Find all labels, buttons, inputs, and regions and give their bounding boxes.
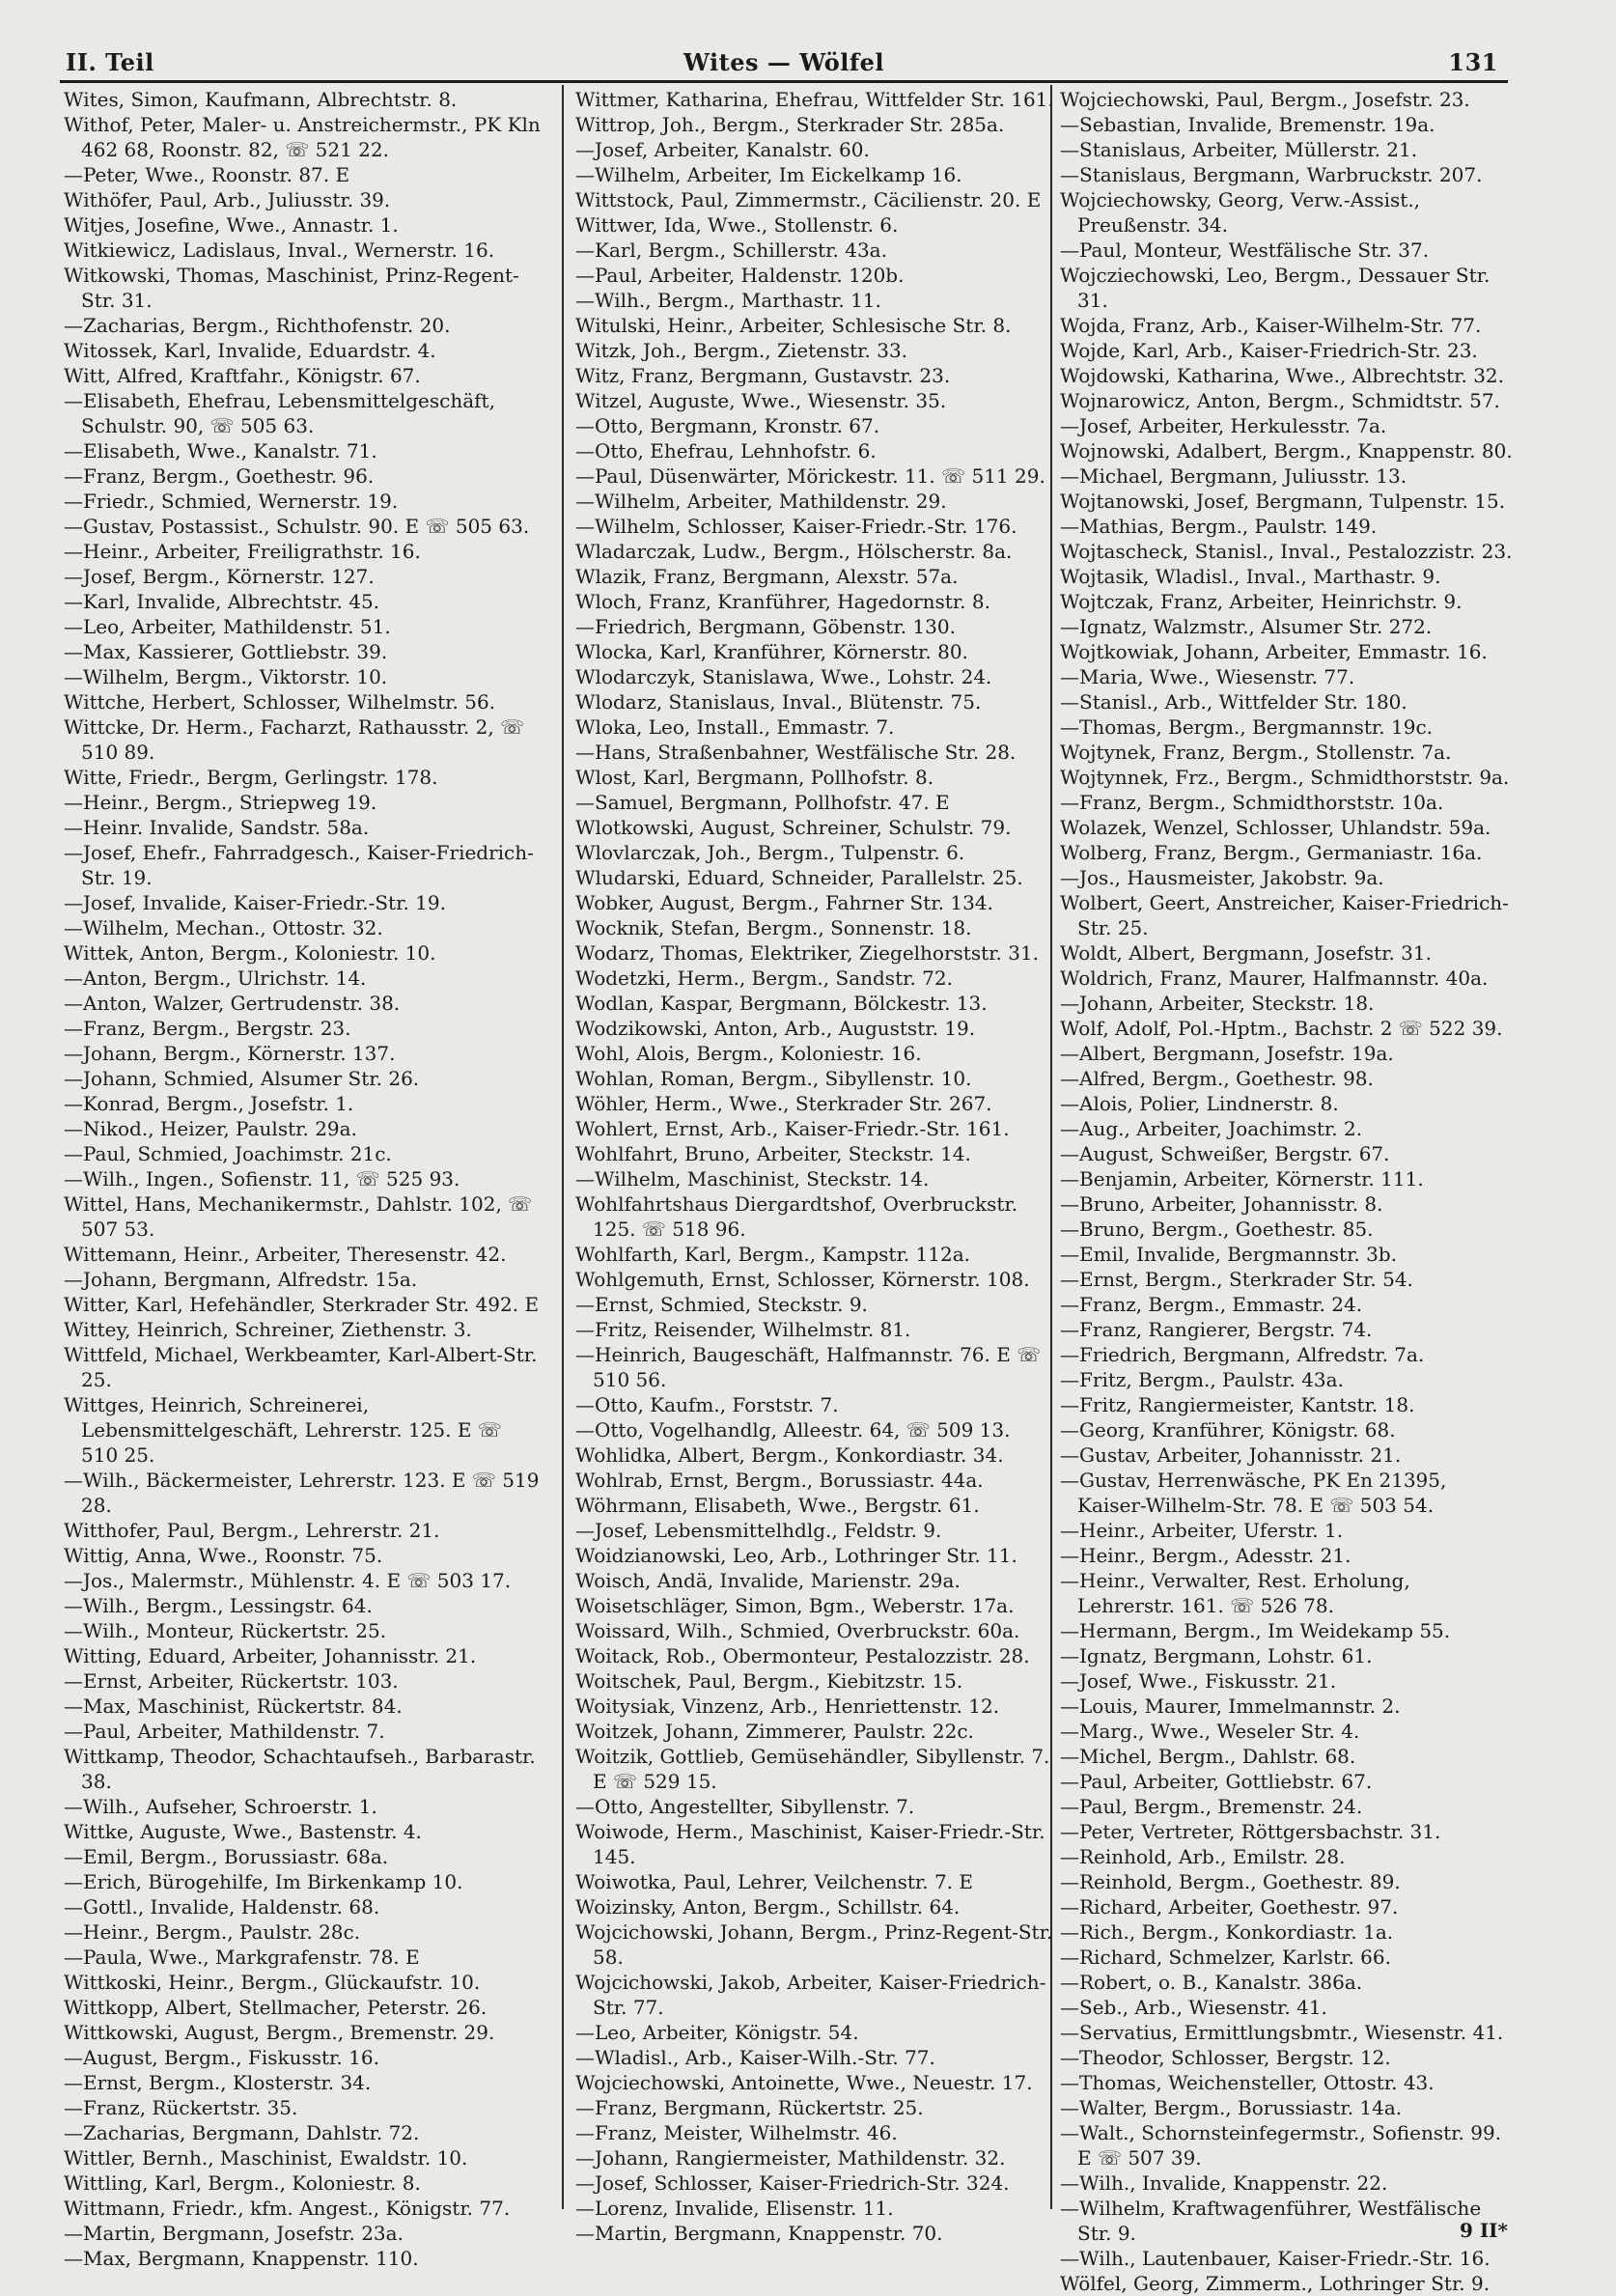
- directory-entry: Wludarski, Eduard, Schneider, Parallelstr. 25.: [575, 866, 1023, 889]
- directory-entry: —Otto, Bergmann, Kronstr. 67.: [575, 414, 880, 437]
- directory-entry: Wohlgemuth, Ernst, Schlosser, Körnerstr. 108.: [575, 1268, 1030, 1291]
- directory-entry: —August, Schweißer, Bergstr. 67.: [1060, 1142, 1390, 1165]
- directory-entry: Wojnarowicz, Anton, Bergm., Schmidtstr. 57.: [1060, 389, 1500, 412]
- directory-entry: —Franz, Rückertstr. 35.: [64, 2096, 298, 2119]
- directory-entry: Witt, Alfred, Kraftfahr., Königstr. 67.: [64, 364, 421, 387]
- directory-entry: Wohlert, Ernst, Arb., Kaiser-Friedr.-Str. 161.: [575, 1117, 1010, 1140]
- directory-entry: Witkiewicz, Ladislaus, Inval., Wernerstr. 16.: [64, 238, 495, 262]
- directory-entry: —Max, Bergmann, Knappenstr. 110.: [64, 2247, 419, 2270]
- directory-entry: Wittke, Auguste, Wwe., Bastenstr. 4.: [64, 1820, 422, 1843]
- directory-entry: Woizinsky, Anton, Bergm., Schillstr. 64.: [575, 1895, 961, 1918]
- directory-entry: —Aug., Arbeiter, Joachimstr. 2.: [1060, 1117, 1363, 1140]
- directory-entry: —Franz, Meister, Wilhelmstr. 46.: [575, 2121, 898, 2144]
- directory-entry: Witzel, Auguste, Wwe., Wiesenstr. 35.: [575, 389, 947, 412]
- directory-entry: —Karl, Invalide, Albrechtstr. 45.: [64, 590, 380, 613]
- directory-entry: —Heinr., Bergm., Striepweg 19.: [64, 791, 377, 814]
- directory-entry: Wittkowski, August, Bergm., Bremenstr. 29.: [64, 2021, 495, 2044]
- directory-entry: —Michael, Bergmann, Juliusstr. 13.: [1060, 464, 1407, 488]
- directory-entry: —Heinr., Bergm., Paulstr. 28c.: [64, 1920, 361, 1944]
- directory-entry: —Robert, o. B., Kanalstr. 386a.: [1060, 1971, 1363, 1994]
- directory-entry: —Paul, Düsenwärter, Mörickestr. 11. ☏ 511 29.: [575, 464, 1045, 488]
- directory-entry: —Thomas, Weichensteller, Ottostr. 43.: [1060, 2071, 1435, 2094]
- directory-entry: —Ernst, Arbeiter, Rückertstr. 103.: [64, 1669, 399, 1693]
- directory-entry: —Heinr. Invalide, Sandstr. 58a.: [64, 816, 370, 839]
- directory-entry: Wohlfahrtshaus Diergardtshof, Overbruckstr. 125. ☏ 518 96.: [575, 1192, 1018, 1241]
- directory-entry: —Martin, Bergmann, Knappenstr. 70.: [575, 2222, 943, 2245]
- directory-entry: Wojtascheck, Stanisl., Inval., Pestalozzistr. 23.: [1060, 540, 1513, 563]
- directory-entry: —Heinrich, Baugeschäft, Halfmannstr. 76. E ☏ 510 56.: [575, 1343, 1042, 1391]
- directory-entry: Wolf, Adolf, Pol.-Hptm., Bachstr. 2 ☏ 522 39.: [1060, 1017, 1503, 1040]
- directory-entry: Woldrich, Franz, Maurer, Halfmannstr. 40a.: [1060, 966, 1489, 990]
- directory-entry: —Wladisl., Arb., Kaiser-Wilh.-Str. 77.: [575, 2046, 935, 2069]
- directory-entry: —Josef, Invalide, Kaiser-Friedr.-Str. 19.: [64, 891, 446, 914]
- directory-entry: Wojde, Karl, Arb., Kaiser-Friedrich-Str. 23.: [1060, 339, 1478, 362]
- directory-entry: Wojcichowski, Jakob, Arbeiter, Kaiser-Friedrich-Str. 77.: [575, 1971, 1046, 2019]
- directory-entry: Wojcichowski, Johann, Bergm., Prinz-Regent-Str. 58.: [575, 1920, 1053, 1969]
- directory-entry: —Louis, Maurer, Immelmannstr. 2.: [1060, 1694, 1401, 1718]
- directory-entry: —Alois, Polier, Lindnerstr. 8.: [1060, 1092, 1339, 1115]
- directory-entry: —Wilhelm, Schlosser, Kaiser-Friedr.-Str. 176.: [575, 515, 1017, 538]
- directory-entry: Withöfer, Paul, Arb., Juliusstr. 39.: [64, 188, 391, 211]
- directory-entry: Woisetschläger, Simon, Bgm., Weberstr. 17a.: [575, 1594, 1015, 1617]
- directory-entry: —Ignatz, Walzmstr., Alsumer Str. 272.: [1060, 615, 1433, 638]
- directory-entry: Wodlan, Kaspar, Bergmann, Bölckestr. 13.: [575, 992, 988, 1015]
- directory-entry: Wodzikowski, Anton, Arb., Auguststr. 19.: [575, 1017, 976, 1040]
- directory-entry: Witthofer, Paul, Bergm., Lehrerstr. 21.: [64, 1519, 440, 1542]
- directory-entry: Wittler, Bernh., Maschinist, Ewaldstr. 10.: [64, 2146, 468, 2170]
- directory-entry: —Lorenz, Invalide, Elisenstr. 11.: [575, 2197, 894, 2220]
- directory-entry: —Bruno, Bergm., Goethestr. 85.: [1060, 1218, 1374, 1241]
- directory-entry: —Johann, Schmied, Alsumer Str. 26.: [64, 1067, 420, 1090]
- directory-entry: —Paula, Wwe., Markgrafenstr. 78. E: [64, 1946, 420, 1969]
- directory-entry: Wittkamp, Theodor, Schachtaufseh., Barbarastr. 38.: [64, 1745, 536, 1793]
- directory-entry: —Nikod., Heizer, Paulstr. 29a.: [64, 1117, 357, 1140]
- directory-entry: Wojtkowiak, Johann, Arbeiter, Emmastr. 16.: [1060, 640, 1488, 663]
- directory-entry: —Emil, Invalide, Bergmannstr. 3b.: [1060, 1243, 1398, 1266]
- directory-entry: —Seb., Arb., Wiesenstr. 41.: [1060, 1996, 1327, 2019]
- directory-entry: —Friedr., Schmied, Wernerstr. 19.: [64, 490, 399, 513]
- directory-entry: —Zacharias, Bergmann, Dahlstr. 72.: [64, 2121, 420, 2144]
- directory-entry: Wojtanowski, Josef, Bergmann, Tulpenstr. 15.: [1060, 490, 1506, 513]
- directory-entry: —Albert, Bergmann, Josefstr. 19a.: [1060, 1042, 1394, 1065]
- directory-entry: —Josef, Lebensmittelhdlg., Feldstr. 9.: [575, 1519, 942, 1542]
- directory-entry: —Josef, Schlosser, Kaiser-Friedrich-Str. 324.: [575, 2171, 1010, 2195]
- directory-entry: Wittcke, Dr. Herm., Facharzt, Rathausstr. 2, ☏ 510 89.: [64, 715, 525, 764]
- directory-entry: —Franz, Bergm., Goethestr. 96.: [64, 464, 375, 488]
- directory-entry: —Stanislaus, Bergmann, Warbruckstr. 207.: [1060, 163, 1483, 186]
- directory-entry: Wittmann, Friedr., kfm. Angest., Königstr. 77.: [64, 2197, 511, 2220]
- directory-entry: —Martin, Bergmann, Josefstr. 23a.: [64, 2222, 404, 2245]
- directory-entry: Witte, Friedr., Bergm, Gerlingstr. 178.: [64, 766, 438, 789]
- directory-entry: —Hans, Straßenbahner, Westfälische Str. 28.: [575, 741, 1017, 764]
- directory-entry: —Anton, Walzer, Gertrudenstr. 38.: [64, 992, 401, 1015]
- directory-entry: —Fritz, Rangiermeister, Kantstr. 18.: [1060, 1393, 1415, 1416]
- directory-entry: —Gustav, Arbeiter, Johannisstr. 21.: [1060, 1443, 1402, 1467]
- directory-entry: Wloch, Franz, Kranführer, Hagedornstr. 8.: [575, 590, 990, 613]
- directory-entry: Wites, Simon, Kaufmann, Albrechtstr. 8.: [64, 88, 458, 111]
- directory-entry: Wocknik, Stefan, Bergm., Sonnenstr. 18.: [575, 916, 972, 939]
- directory-entry: —Erich, Bürogehilfe, Im Birkenkamp 10.: [64, 1870, 463, 1893]
- directory-entry: Wojciechowski, Paul, Bergm., Josefstr. 23.: [1060, 88, 1470, 111]
- directory-entry: —Reinhold, Bergm., Goethestr. 89.: [1060, 1870, 1401, 1893]
- column-1: [64, 87, 543, 2270]
- directory-entry: Wittmer, Katharina, Ehefrau, Wittfelder Str. 161.: [575, 88, 1054, 111]
- directory-entry: —Wilhelm, Arbeiter, Mathildenstr. 29.: [575, 490, 947, 513]
- directory-entry: Wolbert, Geert, Anstreicher, Kaiser-Friedrich-Str. 25.: [1060, 891, 1509, 939]
- directory-entry: Witulski, Heinr., Arbeiter, Schlesische Str. 8.: [575, 314, 1012, 337]
- directory-entry: —Benjamin, Arbeiter, Körnerstr. 111.: [1060, 1167, 1424, 1190]
- page-header: [60, 48, 1508, 83]
- directory-entry: Witzk, Joh., Bergm., Zietenstr. 33.: [575, 339, 908, 362]
- directory-entry: —Josef, Wwe., Fiskusstr. 21.: [1060, 1669, 1337, 1693]
- directory-entry: —Otto, Kaufm., Forststr. 7.: [575, 1393, 839, 1416]
- directory-entry: Wittek, Anton, Bergm., Koloniestr. 10.: [64, 941, 436, 965]
- directory-entry: —Ernst, Bergm., Sterkrader Str. 54.: [1060, 1268, 1413, 1291]
- directory-entry: —Franz, Bergmann, Rückertstr. 25.: [575, 2096, 924, 2119]
- directory-entry: —Paul, Arbeiter, Gottliebstr. 67.: [1060, 1770, 1373, 1793]
- directory-entry: —Walt., Schornsteinfegermstr., Sofienstr. 99. E ☏ 507 39.: [1060, 2121, 1502, 2170]
- directory-entry: Wittrop, Joh., Bergm., Sterkrader Str. 285a.: [575, 113, 1005, 136]
- directory-entry: Wodetzki, Herm., Bergm., Sandstr. 72.: [575, 966, 953, 990]
- directory-entry: Witkowski, Thomas, Maschinist, Prinz-Regent-Str. 31.: [64, 264, 519, 312]
- directory-entry: Woiwotka, Paul, Lehrer, Veilchenstr. 7. E: [575, 1870, 973, 1893]
- directory-entry: —Wilh., Invalide, Knappenstr. 22.: [1060, 2171, 1388, 2195]
- directory-entry: Wohlfahrt, Bruno, Arbeiter, Steckstr. 14.: [575, 1142, 971, 1165]
- directory-entry: —Peter, Vertreter, Röttgersbachstr. 31.: [1060, 1820, 1441, 1843]
- directory-entry: —Gustav, Herrenwäsche, PK En 21395, Kaiser-Wilhelm-Str. 78. E ☏ 503 54.: [1060, 1469, 1447, 1517]
- directory-entry: —Richard, Arbeiter, Goethestr. 97.: [1060, 1895, 1399, 1918]
- directory-entry: —Jos., Hausmeister, Jakobstr. 9a.: [1060, 866, 1384, 889]
- directory-entry: Wojdowski, Katharina, Wwe., Albrechtstr. 32.: [1060, 364, 1505, 387]
- directory-entry: —Heinr., Arbeiter, Freiligrathstr. 16.: [64, 540, 421, 563]
- section-label: II. Teil: [66, 48, 154, 76]
- directory-entry: —Marg., Wwe., Weseler Str. 4.: [1060, 1720, 1360, 1743]
- directory-entry: —Wilhelm, Bergm., Viktorstr. 10.: [64, 665, 388, 688]
- directory-entry: Woisch, Andä, Invalide, Marienstr. 29a.: [575, 1569, 961, 1592]
- directory-entry: —Max, Maschinist, Rückertstr. 84.: [64, 1694, 403, 1718]
- directory-entry: —Paul, Monteur, Westfälische Str. 37.: [1060, 238, 1430, 262]
- directory-entry: —Bruno, Arbeiter, Johannisstr. 8.: [1060, 1192, 1383, 1216]
- directory-entry: —Konrad, Bergm., Josefstr. 1.: [64, 1092, 354, 1115]
- directory-entry: —Alfred, Bergm., Goethestr. 98.: [1060, 1067, 1374, 1090]
- directory-entry: —Friedrich, Bergmann, Alfredstr. 7a.: [1060, 1343, 1425, 1366]
- directory-entry: Wladarczak, Ludw., Bergm., Hölscherstr. 8a.: [575, 540, 1013, 563]
- directory-entry: Woldt, Albert, Bergmann, Josefstr. 31.: [1060, 941, 1432, 965]
- directory-entry: Wojtynek, Franz, Bergm., Stollenstr. 7a.: [1060, 741, 1452, 764]
- directory-entry: Wohlan, Roman, Bergm., Sibyllenstr. 10.: [575, 1067, 972, 1090]
- directory-entry: —Wilhelm, Maschinist, Steckstr. 14.: [575, 1167, 930, 1190]
- directory-entry: Wlovlarczak, Joh., Bergm., Tulpenstr. 6.: [575, 841, 965, 864]
- directory-entry: Wlocka, Karl, Kranführer, Körnerstr. 80.: [575, 640, 968, 663]
- directory-entry: —Elisabeth, Wwe., Kanalstr. 71.: [64, 439, 377, 462]
- directory-entry: —Maria, Wwe., Wiesenstr. 77.: [1060, 665, 1355, 688]
- directory-entry: —Ernst, Schmied, Steckstr. 9.: [575, 1293, 868, 1316]
- directory-entry: Woiwode, Herm., Maschinist, Kaiser-Friedr.-Str. 145.: [575, 1820, 1045, 1868]
- directory-entry: Witting, Eduard, Arbeiter, Johannisstr. 21.: [64, 1644, 477, 1667]
- directory-entry: Wodarz, Thomas, Elektriker, Ziegelhorststr. 31.: [575, 941, 1040, 965]
- directory-entry: Wittche, Herbert, Schlosser, Wilhelmstr. 56.: [64, 690, 496, 714]
- directory-entry: —Rich., Bergm., Konkordiastr. 1a.: [1060, 1920, 1394, 1944]
- directory-entry: Wojtynnek, Frz., Bergm., Schmidthorststr. 9a.: [1060, 766, 1510, 789]
- directory-entry: Wojtasik, Wladisl., Inval., Marthastr. 9.: [1060, 565, 1441, 588]
- directory-entry: Wolberg, Franz, Bergm., Germaniastr. 16a.: [1060, 841, 1483, 864]
- directory-entry: —Wilh., Lautenbauer, Kaiser-Friedr.-Str. 16.: [1060, 2247, 1491, 2270]
- directory-entry: Wojciechowski, Antoinette, Wwe., Neuestr. 17.: [575, 2071, 1033, 2094]
- directory-entry: —Leo, Arbeiter, Mathildenstr. 51.: [64, 615, 391, 638]
- directory-entry: Wöhler, Herm., Wwe., Sterkrader Str. 267.: [575, 1092, 992, 1115]
- directory-entry: —Anton, Bergm., Ulrichstr. 14.: [64, 966, 367, 990]
- directory-entry: —Theodor, Schlosser, Bergstr. 12.: [1060, 2046, 1391, 2069]
- directory-entry: Woitschek, Paul, Bergm., Kiebitzstr. 15.: [575, 1669, 963, 1693]
- page-title: Wites — Wölfel: [683, 48, 885, 76]
- directory-entry: —Jos., Malermstr., Mühlenstr. 4. E ☏ 503 17.: [64, 1569, 512, 1592]
- directory-entry: Wöhrmann, Elisabeth, Wwe., Bergstr. 61.: [575, 1494, 980, 1517]
- directory-entry: —Wilh., Bergm., Lessingstr. 64.: [64, 1594, 373, 1617]
- directory-entry: —Wilhelm, Kraftwagenführer, Westfälische Str. 9.: [1060, 2197, 1482, 2245]
- directory-entry: —Fritz, Reisender, Wilhelmstr. 81.: [575, 1318, 911, 1341]
- directory-entry: —Peter, Wwe., Roonstr. 87. E: [64, 163, 350, 186]
- directory-entry: Wolazek, Wenzel, Schlosser, Uhlandstr. 59a.: [1060, 816, 1491, 839]
- directory-entry: —Wilh., Ingen., Sofienstr. 11, ☏ 525 93.: [64, 1167, 460, 1190]
- directory-entry: Wittwer, Ida, Wwe., Stollenstr. 6.: [575, 213, 899, 237]
- directory-entry: —Johann, Bergmann, Alfredstr. 15a.: [64, 1268, 418, 1291]
- directory-entry: —Franz, Bergm., Emmastr. 24.: [1060, 1293, 1363, 1316]
- page-number: 131: [1448, 48, 1498, 76]
- directory-entry: Wojnowski, Adalbert, Bergm., Knappenstr. 80.: [1060, 439, 1513, 462]
- directory-entry: Wlazik, Franz, Bergmann, Alexstr. 57a.: [575, 565, 959, 588]
- directory-entry: —Otto, Vogelhandlg, Alleestr. 64, ☏ 509 13.: [575, 1418, 1011, 1442]
- directory-entry: Wittges, Heinrich, Schreinerei, Lebensmittelgeschäft, Lehrerstr. 125. E ☏ 510 25.: [64, 1393, 502, 1467]
- directory-entry: Wojda, Franz, Arb., Kaiser-Wilhelm-Str. 77.: [1060, 314, 1482, 337]
- directory-entry: —Paul, Arbeiter, Mathildenstr. 7.: [64, 1720, 385, 1743]
- directory-entry: —August, Bergm., Fiskusstr. 16.: [64, 2046, 379, 2069]
- directory-entry: —Heinr., Arbeiter, Uferstr. 1.: [1060, 1519, 1344, 1542]
- directory-entry: Wölfel, Georg, Zimmerm., Lothringer Str. 9.: [1060, 2272, 1491, 2295]
- directory-entry: —Heinr., Verwalter, Rest. Erholung, Lehrerstr. 161. ☏ 526 78.: [1060, 1569, 1410, 1617]
- directory-entry: —Josef, Bergm., Körnerstr. 127.: [64, 565, 375, 588]
- directory-entry: —Paul, Bergm., Bremenstr. 24.: [1060, 1795, 1363, 1818]
- directory-entry: Wittling, Karl, Bergm., Koloniestr. 8.: [64, 2171, 421, 2195]
- directory-entry: —Stanislaus, Arbeiter, Müllerstr. 21.: [1060, 138, 1418, 161]
- directory-entry: —Michel, Bergm., Dahlstr. 68.: [1060, 1745, 1356, 1768]
- directory-entry: —Heinr., Bergm., Adesstr. 21.: [1060, 1544, 1351, 1567]
- directory-entry: Woitzik, Gottlieb, Gemüsehändler, Sibyllenstr. 7. E ☏ 529 15.: [575, 1745, 1050, 1793]
- directory-entry: —Johann, Bergm., Körnerstr. 137.: [64, 1042, 396, 1065]
- directory-entry: —Otto, Ehefrau, Lehnhofstr. 6.: [575, 439, 877, 462]
- directory-entry: —Johann, Rangiermeister, Mathildenstr. 32.: [575, 2146, 1006, 2170]
- directory-entry: —Friedrich, Bergmann, Göbenstr. 130.: [575, 615, 956, 638]
- directory-entry: —Mathias, Bergm., Paulstr. 149.: [1060, 515, 1378, 538]
- directory-entry: —Franz, Bergm., Schmidthorststr. 10a.: [1060, 791, 1444, 814]
- directory-entry: —Paul, Schmied, Joachimstr. 21c.: [64, 1142, 392, 1165]
- directory-entry: —Josef, Ehefr., Fahrradgesch., Kaiser-Friedrich-Str. 19.: [64, 841, 534, 889]
- directory-entry: Wojcziechowski, Leo, Bergm., Dessauer Str. 31.: [1060, 264, 1491, 312]
- directory-entry: —Wilh., Bergm., Marthastr. 11.: [575, 289, 881, 312]
- directory-entry: —Reinhold, Arb., Emilstr. 28.: [1060, 1845, 1346, 1868]
- directory-entry: Woitack, Rob., Obermonteur, Pestalozzistr. 28.: [575, 1644, 1030, 1667]
- directory-entry: Woitysiak, Vinzenz, Arb., Henriettenstr. 12.: [575, 1694, 1000, 1718]
- directory-entry: Woitzek, Johann, Zimmerer, Paulstr. 22c.: [575, 1720, 974, 1743]
- directory-entry: —Johann, Arbeiter, Steckstr. 18.: [1060, 992, 1375, 1015]
- directory-entry: —Wilhelm, Arbeiter, Im Eickelkamp 16.: [575, 163, 962, 186]
- directory-entry: Woissard, Wilh., Schmied, Overbruckstr. 60a.: [575, 1619, 1020, 1642]
- directory-entry: —Otto, Angestellter, Sibyllenstr. 7.: [575, 1795, 915, 1818]
- directory-entry: —Fritz, Bergm., Paulstr. 43a.: [1060, 1368, 1344, 1391]
- directory-entry: Wittey, Heinrich, Schreiner, Ziethenstr. 3.: [64, 1318, 472, 1341]
- directory-entry: —Wilhelm, Mechan., Ottostr. 32.: [64, 916, 383, 939]
- directory-entry: Wittkopp, Albert, Stellmacher, Peterstr. 26.: [64, 1996, 488, 2019]
- directory-entry: Wohlrab, Ernst, Bergm., Borussiastr. 44a.: [575, 1469, 984, 1492]
- directory-entry: Wohlidka, Albert, Bergm., Konkordiastr. 34.: [575, 1443, 1004, 1467]
- directory-entry: —Stanisl., Arb., Wittfelder Str. 180.: [1060, 690, 1407, 714]
- directory-entry: —Franz, Bergm., Bergstr. 23.: [64, 1017, 351, 1040]
- directory-entry: —Wilh., Monteur, Rückertstr. 25.: [64, 1619, 387, 1642]
- directory-entry: —Gustav, Postassist., Schulstr. 90. E ☏ 505 63.: [64, 515, 530, 538]
- directory-entry: Withof, Peter, Maler- u. Anstreichermstr., PK Kln 462 68, Roonstr. 82, ☏ 521 22.: [64, 113, 541, 161]
- directory-entry: Woidzianowski, Leo, Arb., Lothringer Str. 11.: [575, 1544, 1017, 1567]
- directory-entry: —Samuel, Bergmann, Pollhofstr. 47. E: [575, 791, 950, 814]
- directory-entry: —Josef, Arbeiter, Herkulesstr. 7a.: [1060, 414, 1387, 437]
- directory-entry: Wittig, Anna, Wwe., Roonstr. 75.: [64, 1544, 383, 1567]
- directory-entry: —Franz, Rangierer, Bergstr. 74.: [1060, 1318, 1373, 1341]
- directory-entry: —Gottl., Invalide, Haldenstr. 68.: [64, 1895, 380, 1918]
- directory-entry: —Paul, Arbeiter, Haldenstr. 120b.: [575, 264, 905, 287]
- directory-entry: —Richard, Schmelzer, Karlstr. 66.: [1060, 1946, 1391, 1969]
- directory-entry: —Karl, Bergm., Schillerstr. 43a.: [575, 238, 887, 262]
- directory-entry: —Ernst, Bergm., Klosterstr. 34.: [64, 2071, 372, 2094]
- directory-entry: Wohlfarth, Karl, Bergm., Kampstr. 112a.: [575, 1243, 970, 1266]
- directory-entry: Wlodarz, Stanislaus, Inval., Blütenstr. 75.: [575, 690, 982, 714]
- directory-entry: Wittkoski, Heinr., Bergm., Glückaufstr. 10.: [64, 1971, 481, 1994]
- column-2: [575, 87, 1054, 2245]
- directory-entry: —Walter, Bergm., Borussiastr. 14a.: [1060, 2096, 1403, 2119]
- page-footer-mark: 9 II*: [1459, 2219, 1508, 2242]
- directory-entry: —Wilh., Bäckermeister, Lehrerstr. 123. E ☏ 519 28.: [64, 1469, 540, 1517]
- directory-entry: Wittemann, Heinr., Arbeiter, Theresenstr. 42.: [64, 1243, 507, 1266]
- directory-entry: —Sebastian, Invalide, Bremenstr. 19a.: [1060, 113, 1435, 136]
- directory-entry: —Hermann, Bergm., Im Weidekamp 55.: [1060, 1619, 1451, 1642]
- directory-entry: Wojtczak, Franz, Arbeiter, Heinrichstr. 9.: [1060, 590, 1463, 613]
- directory-entry: —Max, Kassierer, Gottliebstr. 39.: [64, 640, 388, 663]
- directory-entry: Wohl, Alois, Bergm., Koloniestr. 16.: [575, 1042, 922, 1065]
- directory-entry: Wlodarczyk, Stanislawa, Wwe., Lohstr. 24.: [575, 665, 992, 688]
- directory-entry: Wittel, Hans, Mechanikermstr., Dahlstr. 102, ☏ 507 53.: [64, 1192, 533, 1241]
- directory-entry: Witter, Karl, Hefehändler, Sterkrader Str. 492. E: [64, 1293, 540, 1316]
- column-divider: [562, 85, 564, 2209]
- directory-entry: —Elisabeth, Ehefrau, Lebensmittelgeschäft, Schulstr. 90, ☏ 505 63.: [64, 389, 495, 437]
- directory-entry: Wojciechowsky, Georg, Verw.-Assist., Preußenstr. 34.: [1060, 188, 1421, 237]
- directory-entry: Wittfeld, Michael, Werkbeamter, Karl-Albert-Str. 25.: [64, 1343, 538, 1391]
- header-rule: [60, 80, 1508, 83]
- directory-entry: —Ignatz, Bergmann, Lohstr. 61.: [1060, 1644, 1373, 1667]
- directory-entry: —Josef, Arbeiter, Kanalstr. 60.: [575, 138, 870, 161]
- directory-entry: Wlotkowski, August, Schreiner, Schulstr. 79.: [575, 816, 1012, 839]
- directory-entry: —Leo, Arbeiter, Königstr. 54.: [575, 2021, 859, 2044]
- directory-entry: Witjes, Josefine, Wwe., Annastr. 1.: [64, 213, 399, 237]
- directory-entry: —Georg, Kranführer, Königstr. 68.: [1060, 1418, 1396, 1442]
- directory-entry: —Servatius, Ermittlungsbmtr., Wiesenstr. 41.: [1060, 2021, 1504, 2044]
- directory-entry: Witossek, Karl, Invalide, Eduardstr. 4.: [64, 339, 436, 362]
- directory-entry: Wittstock, Paul, Zimmermstr., Cäcilienstr. 20. E: [575, 188, 1042, 211]
- directory-entry: Witz, Franz, Bergmann, Gustavstr. 23.: [575, 364, 951, 387]
- directory-entry: —Zacharias, Bergm., Richthofenstr. 20.: [64, 314, 451, 337]
- directory-entry: Wloka, Leo, Install., Emmastr. 7.: [575, 715, 895, 739]
- directory-entry: Wobker, August, Bergm., Fahrner Str. 134.: [575, 891, 993, 914]
- directory-entry: Wlost, Karl, Bergmann, Pollhofstr. 8.: [575, 766, 934, 789]
- directory-entry: —Thomas, Bergm., Bergmannstr. 19c.: [1060, 715, 1433, 739]
- directory-entry: —Wilh., Aufseher, Schroerstr. 1.: [64, 1795, 377, 1818]
- directory-entry: —Emil, Bergm., Borussiastr. 68a.: [64, 1845, 389, 1868]
